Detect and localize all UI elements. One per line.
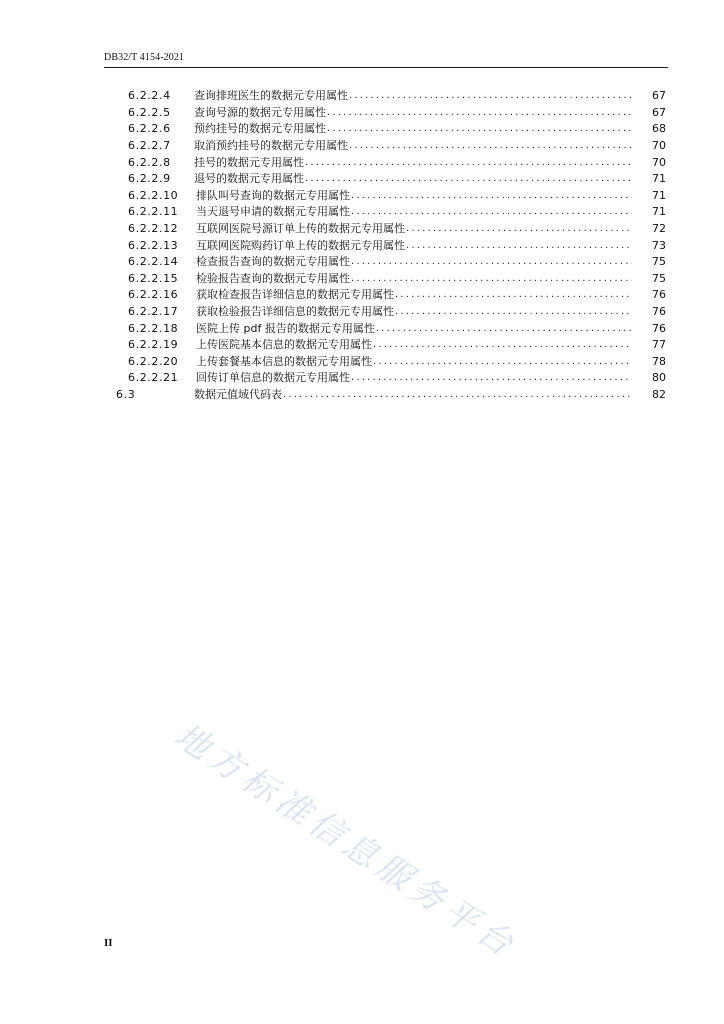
toc-entry-title: 上传医院基本信息的数据元专用属性 bbox=[196, 338, 372, 352]
toc-entry-title-leader bbox=[196, 238, 632, 254]
toc-entry[interactable] bbox=[0, 105, 724, 122]
toc-entry-title-leader bbox=[196, 370, 632, 386]
toc-entry-title-leader bbox=[196, 304, 632, 320]
toc-entry[interactable] bbox=[0, 354, 724, 371]
toc-entry-page: 76 bbox=[652, 288, 666, 302]
toc-entry-number: 6.3 bbox=[116, 387, 136, 401]
toc-entry[interactable] bbox=[0, 271, 724, 288]
watermark: 地方标准信息服务平台 bbox=[167, 715, 525, 968]
toc-entry-title-leader bbox=[196, 337, 632, 353]
toc-entry-number: 6.2.2.4 bbox=[128, 89, 171, 103]
table-of-contents bbox=[0, 88, 724, 403]
toc-entry-page: 75 bbox=[652, 255, 666, 269]
toc-entry[interactable] bbox=[0, 287, 724, 304]
toc-entry[interactable] bbox=[0, 320, 724, 337]
toc-entry-title-leader bbox=[196, 221, 632, 237]
toc-entry-title: 排队叫号查询的数据元专用属性 bbox=[196, 188, 350, 202]
toc-entry-page: 71 bbox=[652, 188, 666, 202]
toc-entry-title: 当天退号申请的数据元专用属性 bbox=[196, 205, 350, 219]
toc-entry-title-leader bbox=[196, 254, 632, 270]
toc-entry-title-leader bbox=[196, 354, 632, 370]
toc-entry-number: 6.2.2.15 bbox=[128, 271, 179, 285]
toc-entry[interactable] bbox=[0, 221, 724, 238]
dot-leader bbox=[373, 354, 632, 370]
toc-entry-page: 82 bbox=[652, 387, 666, 401]
toc-entry[interactable] bbox=[0, 304, 724, 321]
toc-entry-page: 71 bbox=[652, 205, 666, 219]
toc-entry-title: 预约挂号的数据元专用属性 bbox=[194, 122, 326, 136]
dot-leader bbox=[327, 105, 632, 121]
toc-entry-title-leader bbox=[196, 204, 632, 220]
toc-entry-title: 挂号的数据元专用属性 bbox=[194, 155, 304, 169]
toc-entry-page: 72 bbox=[652, 222, 666, 236]
dot-leader bbox=[351, 254, 632, 270]
toc-entry[interactable] bbox=[0, 154, 724, 171]
toc-entry-title: 互联网医院购药订单上传的数据元专用属性 bbox=[196, 238, 405, 252]
toc-entry[interactable] bbox=[0, 387, 724, 404]
toc-entry-title-leader bbox=[194, 155, 632, 171]
toc-entry-title: 获取检验报告详细信息的数据元专用属性 bbox=[196, 305, 394, 319]
dot-leader bbox=[283, 387, 632, 403]
toc-entry[interactable] bbox=[0, 88, 724, 105]
toc-entry-number: 6.2.2.16 bbox=[128, 288, 179, 302]
toc-entry-number: 6.2.2.10 bbox=[128, 188, 179, 202]
toc-entry[interactable] bbox=[0, 121, 724, 138]
dot-leader bbox=[373, 337, 632, 353]
toc-entry-page: 75 bbox=[652, 271, 666, 285]
toc-entry-title: 回传订单信息的数据元专用属性 bbox=[196, 371, 350, 385]
toc-entry-page: 80 bbox=[652, 371, 666, 385]
toc-entry-title: 医院上传 pdf 报告的数据元专用属性 bbox=[196, 321, 375, 335]
dot-leader bbox=[351, 204, 632, 220]
toc-entry-number: 6.2.2.11 bbox=[128, 205, 179, 219]
toc-entry[interactable] bbox=[0, 370, 724, 387]
toc-entry-number: 6.2.2.7 bbox=[128, 139, 171, 153]
toc-entry-number: 6.2.2.8 bbox=[128, 155, 171, 169]
dot-leader bbox=[351, 370, 632, 386]
toc-entry-title: 获取检查报告详细信息的数据元专用属性 bbox=[196, 288, 394, 302]
toc-entry-page: 77 bbox=[652, 338, 666, 352]
toc-entry-number: 6.2.2.14 bbox=[128, 255, 179, 269]
toc-entry[interactable] bbox=[0, 237, 724, 254]
toc-entry-title: 查询排班医生的数据元专用属性 bbox=[194, 89, 348, 103]
dot-leader bbox=[406, 221, 632, 237]
toc-entry-title: 查询号源的数据元专用属性 bbox=[194, 105, 326, 119]
toc-entry-number: 6.2.2.13 bbox=[128, 238, 179, 252]
toc-entry[interactable] bbox=[0, 138, 724, 155]
toc-entry-title-leader bbox=[196, 287, 632, 303]
toc-entry-number: 6.2.2.9 bbox=[128, 172, 171, 186]
toc-entry[interactable] bbox=[0, 204, 724, 221]
toc-entry-title-leader bbox=[196, 271, 632, 287]
toc-entry-title: 取消预约挂号的数据元专用属性 bbox=[194, 139, 348, 153]
toc-entry-title-leader bbox=[194, 105, 632, 121]
toc-entry-title-leader bbox=[194, 387, 632, 403]
toc-entry-title: 检验报告查询的数据元专用属性 bbox=[196, 271, 350, 285]
toc-entry-page: 70 bbox=[652, 155, 666, 169]
dot-leader bbox=[349, 88, 632, 104]
toc-entry-page: 67 bbox=[652, 105, 666, 119]
toc-entry-number: 6.2.2.6 bbox=[128, 122, 171, 136]
toc-entry-title: 退号的数据元专用属性 bbox=[194, 172, 304, 186]
dot-leader bbox=[327, 121, 632, 137]
toc-entry-title-leader bbox=[196, 321, 632, 337]
toc-entry-title: 互联网医院号源订单上传的数据元专用属性 bbox=[196, 222, 405, 236]
header-rule bbox=[104, 67, 668, 68]
toc-entry-number: 6.2.2.18 bbox=[128, 321, 179, 335]
toc-entry-number: 6.2.2.21 bbox=[128, 371, 179, 385]
toc-entry-page: 67 bbox=[652, 89, 666, 103]
toc-entry-page: 76 bbox=[652, 305, 666, 319]
toc-entry-title-leader bbox=[194, 88, 632, 104]
toc-entry-title: 检查报告查询的数据元专用属性 bbox=[196, 255, 350, 269]
toc-entry-page: 78 bbox=[652, 354, 666, 368]
toc-entry-title-leader bbox=[196, 188, 632, 204]
toc-entry-title-leader bbox=[194, 121, 632, 137]
toc-entry-page: 73 bbox=[652, 238, 666, 252]
dot-leader bbox=[351, 271, 632, 287]
toc-entry-page: 68 bbox=[652, 122, 666, 136]
dot-leader bbox=[406, 238, 632, 254]
dot-leader bbox=[395, 287, 632, 303]
toc-entry[interactable] bbox=[0, 254, 724, 271]
toc-entry[interactable] bbox=[0, 337, 724, 354]
toc-entry-number: 6.2.2.5 bbox=[128, 105, 171, 119]
toc-entry-title-leader bbox=[194, 138, 632, 154]
toc-entry-number: 6.2.2.19 bbox=[128, 338, 179, 352]
dot-leader bbox=[305, 171, 632, 187]
toc-entry-page: 71 bbox=[652, 172, 666, 186]
dot-leader bbox=[305, 155, 632, 171]
document-code: DB32/T 4154-2021 bbox=[104, 52, 185, 63]
toc-entry-title-leader bbox=[194, 171, 632, 187]
toc-entry-number: 6.2.2.12 bbox=[128, 222, 179, 236]
toc-entry-number: 6.2.2.17 bbox=[128, 305, 179, 319]
toc-entry-page: 76 bbox=[652, 321, 666, 335]
toc-entry[interactable] bbox=[0, 188, 724, 205]
toc-entry-page: 70 bbox=[652, 139, 666, 153]
dot-leader bbox=[395, 304, 632, 320]
dot-leader bbox=[351, 188, 632, 204]
toc-entry-title: 数据元值域代码表 bbox=[194, 387, 282, 401]
toc-entry-number: 6.2.2.20 bbox=[128, 354, 179, 368]
page-number: II bbox=[104, 937, 113, 949]
toc-entry[interactable] bbox=[0, 171, 724, 188]
dot-leader bbox=[376, 321, 632, 337]
toc-entry-title: 上传套餐基本信息的数据元专用属性 bbox=[196, 354, 372, 368]
dot-leader bbox=[349, 138, 632, 154]
